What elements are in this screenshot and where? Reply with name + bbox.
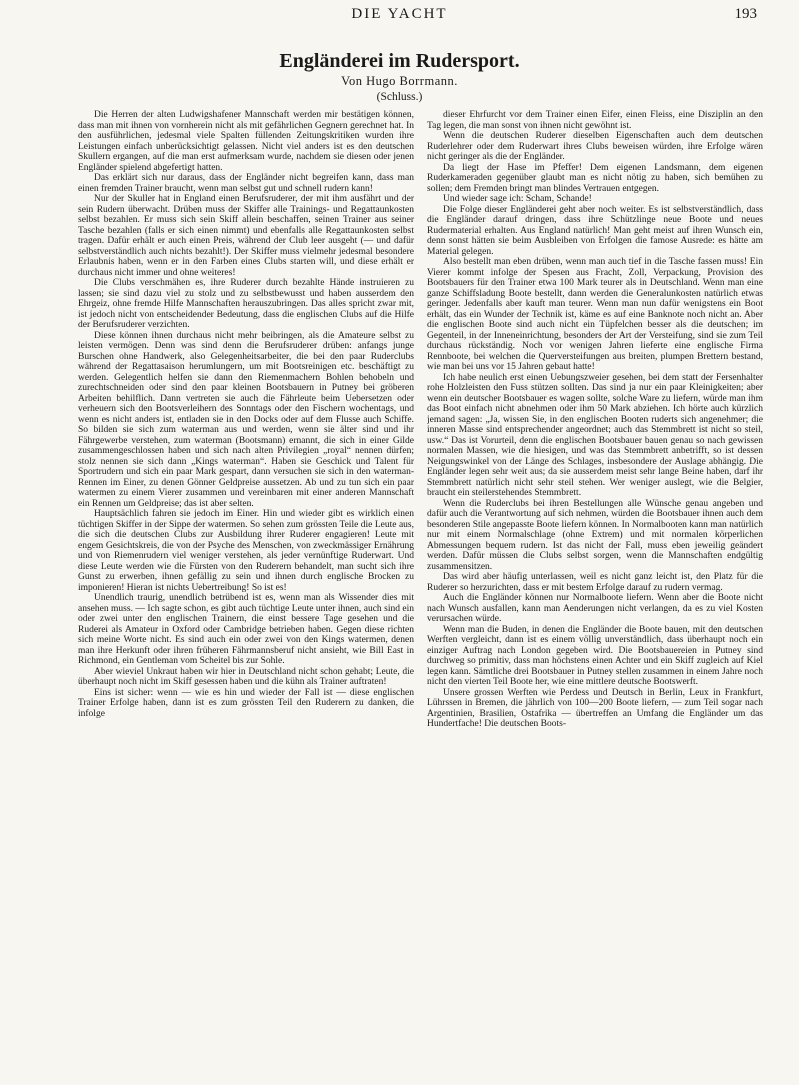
paragraph: Also bestellt man eben drüben, wenn man auch tief in die Tasche fassen muss! Ein Vierer kommt infolge der Spesen aus Fracht, Zoll, Verpackung, Provision des Bootsbauers für den Trainer etwa 100 Mark teurer als in Deutschland. Wenn man eine ganze Schiffsladung Boote bestellt, dann werden die Generalunkosten natürlich etwas geringer. Jedenfalls aber kauft man teurer. Wenn man nun dafür wenigstens ein Boot erhält, das ein Wunder der Technik ist, käme es auf eine Banknote noch nicht an. Aber die englischen Boote sind auch nicht ein Tüpfelchen besser als die deutschen; im Gegenteil, in der Inneneinrichtung, besonders der Art der Versteifung, sind sie zum Teil durchaus rückständig. Noch vor wenigen Jahren lieferte eine englische Firma Rennboote, bei welchen die Querversteifungen aus breiten, plumpen Brettern bestand, wie man bei uns vor 15 Jahren gebaut hatte! [427, 257, 763, 372]
paragraph: Das wird aber häufig unterlassen, weil es nicht ganz leicht ist, den Platz für die Ruderer so herzurichten, dass er mit bestem Erfolge darauf zu rudern vermag. [427, 572, 763, 593]
paragraph: Nur der Skuller hat in England einen Berufsruderer, der mit ihm ausfährt und der sein Rudern überwacht. Drüben muss der Skiffer alle Trainings- und Regattaunkosten selbst bezahlen. Er muss sich sein Skiff allein beschaffen, seinen Trainer aus seiner Tasche bezahlen (falls er sich einen nimmt) und ebenfalls alle Regattaunkosten selbst tragen. Dafür erhält er auch einen Preis, während der Club leer ausgeht (— und dafür selbstverständlich auch nichts bezahlt!). Der Skiffer muss vielmehr jedesmal besondere Erlaubnis haben, wenn er in den Farben eines Clubs starten will, und diese erhält er durchaus nicht immer und ohne weiteres! [78, 194, 414, 278]
running-head [0, 6, 799, 26]
paragraph: dieser Ehrfurcht vor dem Trainer einen Eifer, einen Fleiss, eine Disziplin an den Tag legen, die man sonst von ihnen nicht gewöhnt ist. [427, 110, 763, 131]
journal-name: DIE YACHT [351, 6, 448, 22]
paragraph: Wenn man die Buden, in denen die Engländer die Boote bauen, mit den deutschen Werften vergleicht, dann ist es einem völlig unverständlich, dass überhaupt noch ein einziger Auftrag nach London gegeben wird. Die Bootsbauereien in Putney sind durchweg so primitiv, dass man höchstens einen Achter und ein Skiff zugleich auf Kiel legen kann. Sämtliche drei Bootsbauer in Putney stellen zusammen in einem Jahre noch nicht den vierten Teil Boote her, wie eine mittlere deutsche Bootswerft. [427, 624, 763, 687]
paragraph: Da liegt der Hase im Pfeffer! Dem eigenen Landsmann, dem eigenen Ruderkameraden gegenüber glaubt man es nicht nötig zu haben, sich bemühen zu sollen; dem Fremden bringt man blindes Vertrauen entgegen. [427, 162, 763, 194]
paragraph: Unsere grossen Werften wie Perdess und Deutsch in Berlin, Leux in Frankfurt, Lührssen in Bremen, die jährlich von 100—200 Boote liefern, — zum Teil sogar nach Argentinien, Brasilien, Ostafrika — übertreffen an Umfang die Engländer um das Hundertfache! Die deutschen Boots- [427, 687, 763, 729]
paragraph: Eins ist sicher: wenn — wie es hin und wieder der Fall ist — diese englischen Trainer Erfolge haben, dann ist es zum grössten Teil den Ruderern zu danken, die infolge [78, 687, 414, 719]
paragraph: Auch die Engländer können nur Normalboote liefern. Wenn aber die Boote nicht nach Wunsch ausfallen, kann man Aenderungen nicht verlangen, da es zu viel Kosten verursachen würde. [427, 593, 763, 624]
paragraph: Die Clubs verschmähen es, ihre Ruderer durch bezahlte Hände instruieren zu lassen; sie sind dazu viel zu stolz und zu selbstbewusst und haben ausserdem den Ehrgeiz, ohne fremde Hilfe Mannschaften herauszubringen. Das alles spricht zwar mit, ist jedoch nicht von entscheidender Bedeutung, dass die englischen Clubs auf die Hilfe der Berufsruderer verzichten. [78, 278, 414, 330]
paragraph: Die Herren der alten Ludwigshafener Mannschaft werden mir bestätigen können, dass man mit ihnen von vornherein nicht als mit gefährlichen Gegnern gerechnet hat. In den ausführlichen, jedesmal viele Spalten füllenden Zeitungskritiken wurden ihre Leistungen einfach unberücksichtigt gelassen. Nicht viel anders ist es den deutschen Skullern ergangen, auf die man erst aufmerksam wurde, nachdem sie diesen oder jenen Engländer spielend abgefertigt hatten. [78, 110, 414, 173]
article-subtitle: (Schluss.) [376, 91, 423, 103]
paragraph: Und wieder sage ich: Scham, Schande! [443, 194, 592, 204]
paragraph: Unendlich traurig, unendlich betrübend ist es, wenn man als Wissender dies mit ansehen muss. — Ich sagte schon, es gibt auch tüchtige Leute unter ihnen, auch sind ein oder zwei unter den englischen Trainern, die einst bessere Tage gesehen und die Ruderei als Amateur in Oxford oder Cambridge betrieben haben. Gegen diese richten sich meine Worte nicht. Es sind auch ein oder zwei von den Kings watermen, denen man ihre Herkunft oder ihren früheren Fährmannsberuf nicht ansieht, wie Bill East in Richmond, ein Gentleman vom Scheitel bis zur Sohle. [78, 593, 414, 666]
article-title: Engländerei im Rudersport. [279, 50, 520, 72]
paragraph: Das erklärt sich nur daraus, dass der Engländer nicht begreifen kann, dass man einen fremden Trainer braucht, wenn man selbst gut und schnell rudern kann! [78, 173, 414, 194]
paragraph: Wenn die Ruderclubs bei ihren Bestellungen alle Wünsche genau angeben und dafür auch die Verantwortung auf sich nehmen, würden die Bootsbauer ihnen auch dem besonderen Stile angepasste Boote liefern können. In Normalbooten kann man natürlich nur mit einem Normalschlage (ohne Extrem) und mit normalen körperlichen Abmessungen bequem rudern. Ist das nicht der Fall, muss eben jeweilig geändert werden. Dafür müssen die Clubs selbst sorgen, wenn die Mannschaften endgültig zusammensitzen. [427, 498, 763, 572]
paragraph: Diese können ihnen durchaus nicht mehr beibringen, als die Amateure selbst zu leisten vermögen. Denn was sind denn die Berufsruderer drüben: anfangs junge Burschen ohne Handwerk, also Gelegenheitsarbeiter, die bei den paar Ruderclubs während der Regattasaison herumlungern, um mit Bootsreinigen etc. beschäftigt zu werden. Gelegentlich helfen sie dann den Riemenmachern Bohlen behobeln und zurechtschneiden oder sind den paar kleinen Bootsbauern in Putney bei gröberen Arbeiten behilflich. Dann vertreten sie auch die Fährleute beim Uebersetzen oder verheuern sich den Bootsverleihern des Sonntags oder den Fischern wochentags, und wenn es nicht anders ist, entladen sie in den Docks oder auf dem Flusse auch Schiffe. So bilden sie sich zum waterman aus und werden, wenn sie älter sind und ihr Fährgewerbe verstehen, zum waterman (Bootsmann) ernannt, die sich in einer Gilde zusammengeschlossen haben und sich nach alten Privilegien „royal“ nennen dürfen; stolz nennen sie sich dann „Kings waterman“. Haben sie Geschick und Talent für Sportrudern und sich ein paar Mark gespart, dann versuchen sie sich in den waterman-Rennen im Einer, zu denen Gönner Geldpreise aussetzen. Ab und zu tun sich ein paar watermen zu einem Vierer zusammen und vereinbaren mit einer anderen Mannschaft ein Rennen um Geldpreise; das ist aber selten. [78, 330, 414, 509]
paragraph: Aber wieviel Unkraut haben wir hier in Deutschland nicht schon gehabt; Leute, die überhaupt noch nicht im Skiff gesessen haben und die kühn als Trainer auftraten! [78, 666, 414, 687]
paragraph: Wenn die deutschen Ruderer dieselben Eigenschaften auch dem deutschen Ruderlehrer oder dem Ruderwart ihres Clubs beweisen würden, ihre Erfolge wären nicht geringer als die der Engländer. [427, 131, 763, 162]
paragraph: Die Folge dieser Engländerei geht aber noch weiter. Es ist selbstverständlich, dass die Engländer darauf dringen, dass ihre Schützlinge neue Boote und neues Rudermaterial erhalten. Aus England natürlich! Man geht meist auf ihren Wunsch ein, denn sonst hätten sie beim Ausbleiben von Erfolgen die famose Ausrede: es hätte am Material gelegen. [427, 204, 763, 257]
left-column [78, 110, 414, 1082]
paragraph: Hauptsächlich fahren sie jedoch im Einer. Hin und wieder gibt es wirklich einen tüchtigen Skiffer in der Sippe der watermen. So sehen zum grössten Teile die Leute aus, die sich die deutschen Clubs zur Ausbildung ihrer Ruderer engagieren! Leute mit engem Gesichtskreis, die von der Psyche des Menschen, von zweckmässiger Ernährung und von Riemenrudern viel weniger verstehen, als jeder vernünftige Ruderwart. Und diese Leute werden wie die Fürsten von den Ruderern behandelt, man sucht sich ihre Gunst zu erwerben, ihnen gefällig zu sein und ihnen durch englische Brocken zu imponieren! Hieran ist nichts Uebertreibung! So ist es! [78, 509, 414, 593]
page-number: 193 [734, 6, 757, 22]
paragraph: Ich habe neulich erst einen Uebungszweier gesehen, bei dem statt der Fersenhalter rohe Holzleisten den Fuss stützen sollten. Das sind ja nur ein paar Kleinigkeiten; aber wenn ein deutscher Bootsbauer es wagen sollte, solche Ware zu liefern, würde man ihm das Boot einfach nicht abnehmen oder ihm 50 Mark abziehen. Ich hörte auch kürzlich jemand sagen: „Ja, wissen Sie, in den englischen Booten ruderts sich angenehmer; die inneren Masse sind entsprechender angeordnet; auch das Stemmbrett ist nicht so steil, usw.“ Das ist Vorurteil, denn die englischen Bootsbauer bauen genau so nach gewissen normalen Massen, wie die hiesigen, und was das Stemmbrett anbetrifft, so ist dessen Neigungswinkel von der Länge des Schlages, insbesondere der Auslage abhängig. Die Engländer legen sehr weit aus; da sie ausserdem meist sehr lange Beine haben, darf ihr Stemmbrett natürlich nicht sehr steil stehen. Wer weniger auslegt, wie die Belgier, braucht ein steilerstehendes Stemmbrett. [427, 372, 763, 498]
right-column [427, 110, 763, 1082]
article-byline: Von Hugo Borrmann. [341, 74, 458, 88]
